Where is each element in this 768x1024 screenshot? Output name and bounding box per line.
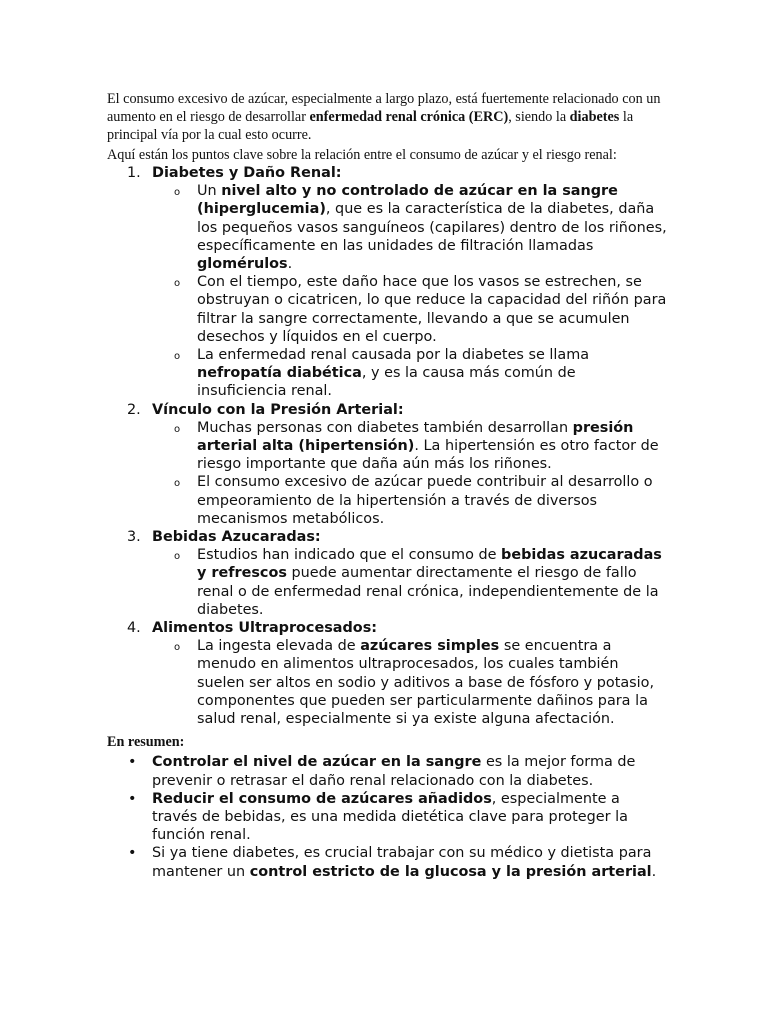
sub-bold: presión arterial alta (hipertensión) — [197, 419, 634, 455]
summary-bold: Reducir el consumo de azúcares añadidos — [152, 790, 492, 807]
sub-item — [152, 273, 667, 346]
section-number: 3. — [127, 529, 141, 546]
circle-bullet-icon: o — [174, 423, 181, 435]
section-number: 4. — [127, 620, 141, 637]
section-number: 2. — [127, 401, 141, 418]
sub-text: La enfermedad renal causada por la diabetes se llama — [197, 347, 590, 364]
circle-bullet-icon: o — [174, 278, 181, 290]
sub-text: . La hipertensión es otro factor de riesgo importante que daña aún más los riñones. — [197, 438, 659, 473]
sub-item — [152, 473, 667, 528]
sub-bold: bebidas azucaradas y refrescos — [197, 547, 662, 582]
lead-paragraph: Aquí están los puntos clave sobre la relación entre el consumo de azúcar y el riesgo renal: — [107, 147, 617, 163]
intro-paragraph — [107, 90, 667, 144]
sub-text: , y es la causa más común de insuficiencia renal. — [197, 365, 576, 400]
sub-text: La ingesta elevada de — [197, 638, 361, 655]
summary-text: . — [651, 863, 657, 880]
summary-text: es la mejor forma de prevenir o retrasar el daño renal relacionado con la diabetes. — [152, 754, 636, 789]
sub-text: , que es la característica de la diabetes, daña los pequeños vasos sanguíneos (capilares) dentro de los riñones, específicamente en las unidades de filtración llamadas — [197, 201, 667, 254]
summary-item — [107, 753, 667, 789]
summary-bold: control estricto de la glucosa y la presión arterial — [249, 863, 652, 880]
summary-text: , especialmente a través de bebidas, es una medida dietética clave para proteger la función renal. — [152, 790, 628, 844]
section-item — [107, 401, 667, 528]
sub-bold: azúcares simples — [360, 638, 500, 655]
sub-item — [152, 546, 667, 619]
sub-text: Muchas personas con diabetes también desarrollan — [197, 419, 573, 436]
document-page — [107, 90, 667, 881]
section-sublist — [152, 419, 667, 528]
intro-bold-erc: enfermedad renal crónica (ERC) — [309, 109, 509, 125]
sub-item — [152, 419, 667, 474]
section-sublist — [152, 182, 667, 400]
key-points-list — [107, 164, 667, 728]
summary-bold: Controlar el nivel de azúcar en la sangre — [152, 754, 482, 771]
sub-text: Estudios han indicado que el consumo de — [197, 547, 502, 564]
sub-text: puede aumentar directamente el riesgo de fallo renal o de enfermedad renal crónica, independientemente de la diabetes. — [197, 565, 659, 618]
sub-text: Con el tiempo, este daño hace que los vasos se estrechen, se obstruyan o cicatricen, lo que reduce la capacidad del riñón para filtrar la sangre correctamente, llevando a que se acumulen desechos y líquidos en el cuerpo. — [197, 274, 667, 345]
summary-list — [107, 753, 667, 880]
sub-item — [152, 182, 667, 273]
sub-bold: nivel alto y no controlado de azúcar en la sangre (hiperglucemia) — [197, 183, 618, 218]
intro-bold-diabetes: diabetes — [569, 109, 620, 125]
section-title: Alimentos Ultraprocesados: — [152, 620, 378, 637]
intro-text: El consumo excesivo de azúcar, especialmente a largo plazo, está fuertemente relacionado con un aumento en el riesgo de desarrollar — [107, 91, 661, 125]
circle-bullet-icon: o — [174, 642, 181, 654]
summary-item — [107, 844, 667, 880]
summary-text: Si ya tiene diabetes, es crucial trabajar con su médico y dietista para mantener un — [152, 845, 652, 880]
sub-text: El consumo excesivo de azúcar puede contribuir al desarrollo o empeoramiento de la hipertensión a través de diversos mecanismos metabólicos. — [197, 474, 653, 527]
summary-item — [107, 790, 667, 845]
sub-bold: nefropatía diabética — [197, 365, 362, 382]
sub-text: . — [287, 256, 293, 273]
circle-bullet-icon: o — [174, 187, 181, 199]
circle-bullet-icon: o — [174, 351, 181, 363]
sub-text: Un — [197, 183, 222, 200]
sub-text: se encuentra a menudo en alimentos ultraprocesados, los cuales también suelen ser altos en sodio y aditivos a base de fósforo y potasio, componentes que pueden ser particularmente dañinos para la salud renal, especialmente si ya existe alguna afectación. — [197, 638, 655, 728]
section-title: Diabetes y Daño Renal: — [152, 165, 342, 181]
circle-bullet-icon: o — [174, 551, 181, 563]
intro-text: la principal vía por la cual esto ocurre. — [107, 109, 634, 143]
section-title: Bebidas Azucaradas: — [152, 529, 321, 546]
section-item — [107, 619, 667, 728]
section-title: Vínculo con la Presión Arterial: — [152, 401, 404, 418]
bullet-icon: • — [128, 754, 137, 771]
sub-bold: glomérulos — [197, 256, 288, 273]
section-sublist — [152, 637, 667, 728]
sub-item — [152, 637, 667, 728]
section-item — [107, 164, 667, 401]
summary-heading: En resumen: — [107, 734, 185, 751]
bullet-icon: • — [128, 845, 137, 862]
circle-bullet-icon: o — [174, 478, 181, 490]
section-item — [107, 528, 667, 619]
sub-item — [152, 346, 667, 401]
section-number: 1. — [127, 165, 141, 181]
bullet-icon: • — [128, 790, 137, 807]
intro-text: , siendo la — [508, 109, 570, 125]
section-sublist — [152, 546, 667, 619]
